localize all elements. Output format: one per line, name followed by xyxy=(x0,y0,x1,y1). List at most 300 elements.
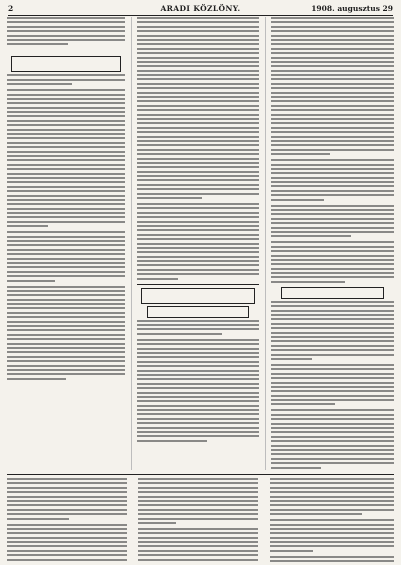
text-line xyxy=(7,373,125,375)
text-line xyxy=(7,294,125,296)
text-line xyxy=(270,560,394,562)
column-rule xyxy=(265,17,266,470)
section-heading-box xyxy=(147,306,249,318)
text-line xyxy=(137,278,178,280)
text-line xyxy=(271,127,394,129)
text-line xyxy=(137,74,259,76)
text-line xyxy=(271,259,394,261)
text-line xyxy=(137,184,259,186)
text-line xyxy=(137,131,259,133)
text-line xyxy=(137,422,259,424)
text-line xyxy=(137,339,259,341)
text-line xyxy=(271,358,312,360)
text-line xyxy=(270,532,394,534)
text-line xyxy=(7,79,125,81)
text-line xyxy=(138,528,258,530)
text-line xyxy=(7,249,125,251)
text-line xyxy=(270,496,394,498)
text-line xyxy=(7,478,127,480)
text-line xyxy=(7,120,125,122)
text-line xyxy=(271,327,394,329)
text-line xyxy=(7,208,125,210)
text-line xyxy=(137,100,259,102)
text-line xyxy=(270,513,362,515)
text-line xyxy=(137,127,259,129)
text-line xyxy=(271,136,394,138)
text-line xyxy=(137,17,259,19)
text-line xyxy=(271,409,394,411)
text-line xyxy=(7,537,127,539)
spacer xyxy=(7,49,125,53)
text-line xyxy=(7,94,125,96)
text-line xyxy=(271,222,394,224)
text-line xyxy=(271,26,394,28)
text-line xyxy=(270,545,394,547)
text-line xyxy=(270,504,394,506)
text-line xyxy=(138,491,258,493)
text-line xyxy=(271,144,394,146)
text-line xyxy=(137,400,259,402)
text-line xyxy=(7,307,125,309)
text-line xyxy=(137,225,259,227)
text-line xyxy=(137,365,259,367)
text-line xyxy=(7,155,125,157)
text-line xyxy=(137,243,259,245)
text-line xyxy=(271,436,394,438)
text-line xyxy=(270,500,394,502)
text-line xyxy=(271,386,394,388)
text-line xyxy=(271,255,394,257)
text-line xyxy=(7,299,125,301)
text-line xyxy=(271,332,394,334)
text-line xyxy=(137,136,259,138)
text-line xyxy=(137,39,259,41)
text-line xyxy=(137,256,259,258)
text-line xyxy=(7,203,125,205)
text-line xyxy=(137,203,259,205)
text-line xyxy=(7,347,125,349)
text-line xyxy=(137,273,259,275)
text-line xyxy=(271,87,394,89)
text-line xyxy=(271,57,394,59)
text-line xyxy=(7,102,125,104)
text-line xyxy=(271,164,394,166)
text-line xyxy=(137,26,259,28)
text-line xyxy=(137,333,222,335)
text-line xyxy=(271,354,394,356)
issue-date: 1908. augusztus 29 xyxy=(311,4,393,13)
text-line xyxy=(7,338,125,340)
text-line xyxy=(271,118,394,120)
text-line xyxy=(137,92,259,94)
headline-box xyxy=(11,56,121,72)
text-line xyxy=(7,164,125,166)
text-line xyxy=(7,151,125,153)
text-line xyxy=(270,487,394,489)
text-line xyxy=(138,518,258,520)
text-line xyxy=(270,528,394,530)
text-line xyxy=(271,105,394,107)
text-line xyxy=(138,554,258,556)
text-line xyxy=(138,496,258,498)
text-line xyxy=(7,286,125,288)
text-line xyxy=(7,378,66,380)
text-line xyxy=(271,185,394,187)
text-line xyxy=(7,142,125,144)
text-line xyxy=(137,158,259,160)
text-line xyxy=(271,373,394,375)
text-line xyxy=(271,377,394,379)
text-line xyxy=(271,227,394,229)
text-line xyxy=(7,83,72,85)
text-line xyxy=(137,193,259,195)
text-line xyxy=(137,96,259,98)
text-line xyxy=(271,423,394,425)
text-line xyxy=(138,500,258,502)
header-rule xyxy=(8,15,393,16)
text-line xyxy=(7,509,127,511)
text-line xyxy=(7,504,127,506)
text-line xyxy=(271,231,394,233)
text-line xyxy=(271,340,394,342)
text-line xyxy=(7,199,125,201)
text-line xyxy=(271,190,394,192)
page-number: 2 xyxy=(8,4,14,13)
text-line xyxy=(7,271,125,273)
text-line xyxy=(138,537,258,539)
text-line xyxy=(137,396,259,398)
text-line xyxy=(271,205,394,207)
text-line xyxy=(271,281,345,283)
text-line xyxy=(7,216,125,218)
text-line xyxy=(271,431,394,433)
text-column-right xyxy=(271,17,394,470)
text-line xyxy=(137,374,259,376)
text-line xyxy=(137,166,259,168)
text-line xyxy=(137,21,259,23)
text-line xyxy=(7,177,125,179)
newspaper-title: ARADI KÖZLÖNY. xyxy=(160,4,241,13)
text-line xyxy=(271,235,351,237)
text-line xyxy=(7,524,127,526)
text-line xyxy=(137,238,259,240)
text-line xyxy=(271,418,394,420)
text-line xyxy=(271,301,394,303)
text-line xyxy=(7,225,48,227)
text-line xyxy=(7,253,125,255)
text-line xyxy=(7,107,125,109)
text-line xyxy=(271,83,394,85)
text-line xyxy=(270,491,394,493)
text-line xyxy=(137,212,259,214)
text-line xyxy=(271,213,394,215)
bottom-text-column-middle xyxy=(138,478,258,563)
text-line xyxy=(137,251,259,253)
text-line xyxy=(271,181,394,183)
text-line xyxy=(137,61,259,63)
text-column-middle xyxy=(137,17,259,470)
text-line xyxy=(271,368,394,370)
text-line xyxy=(271,194,394,196)
text-line xyxy=(7,554,127,556)
text-line xyxy=(271,390,394,392)
text-line xyxy=(271,131,394,133)
text-line xyxy=(271,246,394,248)
text-line xyxy=(271,17,394,19)
text-line xyxy=(270,482,394,484)
text-line xyxy=(271,109,394,111)
text-line xyxy=(138,504,258,506)
text-line xyxy=(271,399,394,401)
text-line xyxy=(271,43,394,45)
text-line xyxy=(7,532,127,534)
text-line xyxy=(137,418,259,420)
text-line xyxy=(7,195,125,197)
text-line xyxy=(7,39,125,41)
text-line xyxy=(271,78,394,80)
text-line xyxy=(138,522,176,524)
text-line xyxy=(270,478,394,480)
text-line xyxy=(137,57,259,59)
text-line xyxy=(137,392,259,394)
text-line xyxy=(137,188,259,190)
text-line xyxy=(7,262,125,264)
text-line xyxy=(271,467,321,469)
text-line xyxy=(271,268,394,270)
text-line xyxy=(138,487,258,489)
text-line xyxy=(7,212,125,214)
text-line xyxy=(271,218,394,220)
text-line xyxy=(7,159,125,161)
text-line xyxy=(137,356,259,358)
text-line xyxy=(271,414,394,416)
text-line xyxy=(7,487,127,489)
bottom-text-column-left xyxy=(7,478,127,563)
text-line xyxy=(137,207,259,209)
text-line xyxy=(270,509,394,511)
text-line xyxy=(137,78,259,80)
headline-box xyxy=(141,288,255,304)
text-line xyxy=(137,343,259,345)
text-line xyxy=(7,550,127,552)
text-line xyxy=(271,263,394,265)
text-line xyxy=(7,545,127,547)
text-line xyxy=(271,336,394,338)
text-line xyxy=(271,382,394,384)
text-line xyxy=(137,216,259,218)
text-line xyxy=(270,541,394,543)
text-line xyxy=(7,266,125,268)
text-line xyxy=(271,92,394,94)
text-line xyxy=(271,52,394,54)
text-line xyxy=(138,550,258,552)
text-line xyxy=(7,146,125,148)
text-column-left xyxy=(7,17,125,470)
text-line xyxy=(271,153,330,155)
text-line xyxy=(7,35,125,37)
text-line xyxy=(7,303,125,305)
text-line xyxy=(138,545,258,547)
text-line xyxy=(7,356,125,358)
text-line xyxy=(270,556,394,558)
text-line xyxy=(7,496,127,498)
text-line xyxy=(7,190,125,192)
text-line xyxy=(7,518,69,520)
text-line xyxy=(271,310,394,312)
text-line xyxy=(137,387,259,389)
page-header xyxy=(8,3,393,15)
text-line xyxy=(137,370,259,372)
text-line xyxy=(271,314,394,316)
text-line xyxy=(137,264,259,266)
text-line xyxy=(7,74,125,76)
text-line xyxy=(137,175,259,177)
text-line xyxy=(7,280,55,282)
text-line xyxy=(7,89,125,91)
text-line xyxy=(137,153,259,155)
text-line xyxy=(271,30,394,32)
text-line xyxy=(7,500,127,502)
text-line xyxy=(271,35,394,37)
text-line xyxy=(7,236,125,238)
text-line xyxy=(137,260,259,262)
text-line xyxy=(137,348,259,350)
text-line xyxy=(270,524,394,526)
text-line xyxy=(137,171,259,173)
text-line xyxy=(137,109,259,111)
text-line xyxy=(7,491,127,493)
text-line xyxy=(7,343,125,345)
text-line xyxy=(138,513,258,515)
text-line xyxy=(7,559,127,561)
text-line xyxy=(271,345,394,347)
text-line xyxy=(137,179,259,181)
text-line xyxy=(138,532,258,534)
text-line xyxy=(7,528,127,530)
text-line xyxy=(137,234,259,236)
text-line xyxy=(7,173,125,175)
text-line xyxy=(137,431,259,433)
text-line xyxy=(7,231,125,233)
text-line xyxy=(137,435,259,437)
text-line xyxy=(7,98,125,100)
text-line xyxy=(7,482,127,484)
section-divider xyxy=(137,284,259,285)
text-line xyxy=(271,276,394,278)
text-line xyxy=(137,162,259,164)
text-line xyxy=(7,17,125,19)
text-line xyxy=(7,115,125,117)
text-line xyxy=(137,405,259,407)
text-line xyxy=(137,43,259,45)
text-line xyxy=(137,87,259,89)
text-line xyxy=(137,70,259,72)
text-line xyxy=(270,537,394,539)
text-line xyxy=(137,320,259,322)
text-line xyxy=(137,114,259,116)
text-line xyxy=(271,458,394,460)
text-line xyxy=(137,105,259,107)
text-line xyxy=(138,559,258,561)
text-line xyxy=(271,177,394,179)
text-line xyxy=(7,181,125,183)
text-line xyxy=(137,197,202,199)
section-heading-box xyxy=(281,287,384,299)
text-line xyxy=(271,114,394,116)
text-line xyxy=(7,43,68,45)
text-line xyxy=(271,140,394,142)
text-line xyxy=(7,137,125,139)
text-line xyxy=(137,413,259,415)
text-line xyxy=(137,427,259,429)
text-line xyxy=(138,509,258,511)
text-line xyxy=(137,328,259,330)
text-line xyxy=(271,48,394,50)
text-line xyxy=(7,168,125,170)
text-line xyxy=(137,65,259,67)
text-line xyxy=(271,241,394,243)
text-line xyxy=(7,321,125,323)
text-line xyxy=(137,149,259,151)
text-line xyxy=(7,365,125,367)
text-line xyxy=(7,369,125,371)
text-line xyxy=(7,325,125,327)
text-line xyxy=(271,39,394,41)
text-line xyxy=(7,316,125,318)
text-line xyxy=(271,449,394,451)
text-line xyxy=(271,364,394,366)
text-line xyxy=(137,440,207,442)
text-line xyxy=(271,453,394,455)
text-line xyxy=(138,478,258,480)
text-line xyxy=(271,427,394,429)
text-line xyxy=(271,272,394,274)
text-line xyxy=(137,122,259,124)
text-line xyxy=(271,445,394,447)
text-line xyxy=(137,83,259,85)
text-line xyxy=(271,122,394,124)
text-line xyxy=(271,61,394,63)
text-line xyxy=(271,323,394,325)
text-line xyxy=(270,519,394,521)
text-line xyxy=(271,74,394,76)
text-line xyxy=(137,221,259,223)
text-line xyxy=(137,409,259,411)
column-rule xyxy=(131,17,132,470)
text-line xyxy=(138,482,258,484)
bottom-text-column-right xyxy=(270,478,394,563)
text-line xyxy=(271,250,394,252)
section-rule xyxy=(7,474,394,475)
text-line xyxy=(271,199,324,201)
text-line xyxy=(7,541,127,543)
text-line xyxy=(7,221,125,223)
text-line xyxy=(7,334,125,336)
text-line xyxy=(138,541,258,543)
text-line xyxy=(7,133,125,135)
text-line xyxy=(271,159,394,161)
text-line xyxy=(271,403,335,405)
text-line xyxy=(137,378,259,380)
text-line xyxy=(7,26,125,28)
text-line xyxy=(271,21,394,23)
text-line xyxy=(271,395,394,397)
text-line xyxy=(7,244,125,246)
text-line xyxy=(271,462,394,464)
text-line xyxy=(137,144,259,146)
text-line xyxy=(271,318,394,320)
text-line xyxy=(137,35,259,37)
